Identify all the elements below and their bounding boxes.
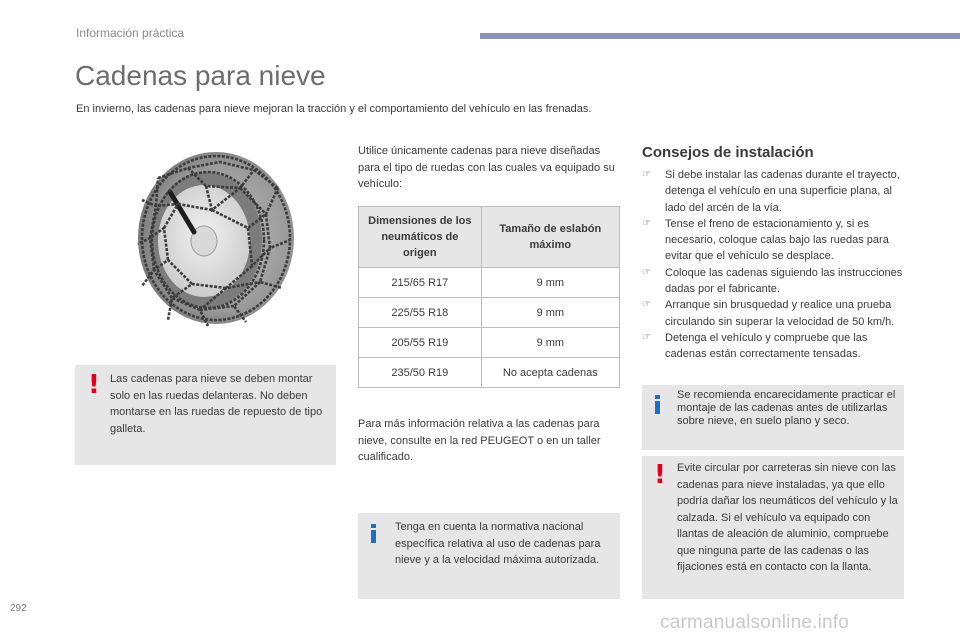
alloy-wheels-warning-text: Evite circular por carreteras sin nieve con las cadenas para nieve instaladas, ya que ello podría dañar los neumáticos del vehículo y la calzada. Si el vehículo va equipado con llantas de aleación de aluminio, compruebe que ninguna parte de las cadenas o las fijaciones está en contacto con la llanta. [677,462,898,573]
header-bar [480,33,960,39]
table-header-link-size: Tamaño de eslabón máximo [481,207,619,268]
table-cell: 225/55 R18 [359,298,482,328]
table-row [359,358,620,388]
pointer-bullet-icon: ☞ [642,169,651,180]
front-wheels-warning-text: Las cadenas para nieve se deben montar solo en las ruedas delanteras. No deben montarse en las ruedas de repuesto de tipo galleta. [110,373,323,435]
section-label: Información práctica [76,26,185,40]
table-cell: 9 mm [481,298,619,328]
list-item: ☞ Arranque sin brusquedad y realice una prueba circulando sin superar la velocidad de 50 km/h. [642,299,895,328]
table-row [359,328,620,358]
table-row [359,298,620,328]
more-info-text: Para más información relativa a las cadenas para nieve, consulte en la red PEUGEOT o en un taller cualificado. [358,418,601,463]
practice-info-box [642,385,904,450]
pointer-bullet-icon: ☞ [642,266,651,278]
table-cell: 9 mm [481,268,619,298]
table-cell: No acepta cadenas [481,358,619,388]
page-number: 292 [10,603,27,614]
alloy-wheels-warning-box [642,456,904,599]
warning-icon: ! [654,460,666,490]
regulations-info-box [358,513,620,599]
chain-usage-text: Utilice únicamente cadenas para nieve diseñadas para el tipo de ruedas con las cuales va equipado su vehículo: [358,145,615,190]
practice-info-text: Se recomienda encarecidamente practicar el montaje de las cadenas antes de utilizarlas sobre nieve, en suelo plano y seco. [677,389,896,427]
list-item: ☞ Tense el freno de estacionamiento y, si es necesario, coloque calas bajo las ruedas para evitar que el vehículo se desplace. [642,217,889,263]
intro-text: En invierno, las cadenas para nieve mejoran la tracción y el comportamiento del vehículo en las frenadas. [76,103,592,115]
table-cell: 215/65 R17 [359,268,482,298]
warning-icon: ! [88,370,100,400]
regulations-info-text: Tenga en cuenta la normativa nacional específica relativa al uso de cadenas para nieve y a la velocidad máxima autorizada. [395,521,601,566]
pointer-bullet-icon: ☞ [642,299,651,311]
pointer-bullet-icon: ☞ [642,331,651,343]
pointer-bullet-icon: ☞ [642,217,651,229]
table-header-tire-dimensions: Dimensiones de los neumáticos de origen [359,207,482,268]
list-item: ☞ Si debe instalar las cadenas durante el trayecto, detenga el vehículo en una superficie plana, al lado del arcén de la vía. [642,169,900,214]
page-title: Cadenas para nieve [75,60,326,91]
table-cell: 9 mm [481,328,619,358]
watermark: carmanualsonline.info [660,612,850,633]
table-row [359,268,620,298]
front-wheels-warning-box [75,365,336,465]
table-cell: 235/50 R19 [359,358,482,388]
list-item: ☞ Coloque las cadenas siguiendo las instrucciones dadas por el fabricante. [642,266,903,296]
installation-tips-title: Consejos de instalación [642,144,814,161]
chain-size-table [358,206,620,388]
installation-tips-list [640,167,910,363]
list-item: ☞ Detenga el vehículo y compruebe que las cadenas están correctamente tensadas. [642,331,868,361]
snow-chain-wheel-illustration [128,148,298,328]
table-cell: 205/55 R19 [359,328,482,358]
